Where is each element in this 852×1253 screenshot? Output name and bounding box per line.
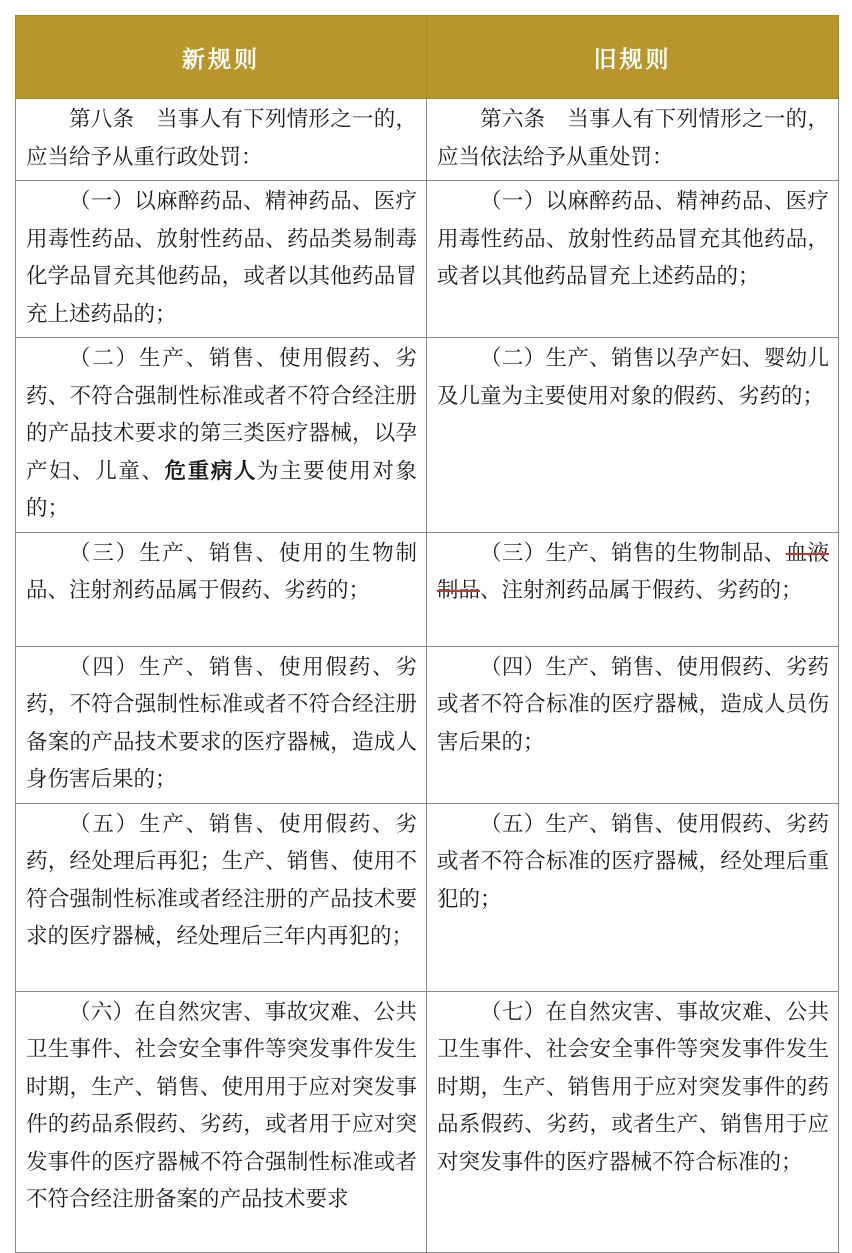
- table-row: [16, 338, 839, 533]
- new-rule-cell: 第八条 当事人有下列情形之一的，应当给予从重行政处罚：: [16, 99, 427, 181]
- table-row: [16, 532, 839, 646]
- old-rule-text: （三）生产、销售的生物制品、: [480, 540, 786, 566]
- old-rule-cell: 第六条 当事人有下列情形之一的，应当依法给予从重处罚：: [427, 99, 839, 181]
- table-row: [16, 803, 839, 991]
- new-rule-cell: （五）生产、销售、使用假药、劣药，经处理后再犯；生产、销售、使用不符合强制性标准或者经注册的产品技术要求的医疗器械，经处理后三年内再犯的；: [16, 803, 427, 991]
- table-row: [16, 991, 839, 1252]
- new-rule-cell: （三）生产、销售、使用的生物制品、注射剂药品属于假药、劣药的；: [16, 532, 427, 646]
- deleted-text: 血液制品: [437, 540, 829, 603]
- table-row: [16, 181, 839, 338]
- table-row: [16, 99, 839, 181]
- new-rule-cell: [16, 338, 427, 533]
- new-rule-text: 为主要使用对象的；: [26, 458, 417, 521]
- old-rule-cell: （五）生产、销售、使用假药、劣药或者不符合标准的医疗器械，经处理后重犯的；: [427, 803, 839, 991]
- old-rule-cell: [427, 532, 839, 646]
- new-rule-cell: （四）生产、销售、使用假药、劣药，不符合强制性标准或者不符合经注册备案的产品技术要求的医疗器械，造成人身伤害后果的；: [16, 646, 427, 803]
- table-row: [16, 646, 839, 803]
- header-row: [16, 16, 839, 99]
- old-rule-cell: （七）在自然灾害、事故灾难、公共卫生事件、社会安全事件等突发事件发生时期，生产、销售用于应对突发事件的药品系假药、劣药，或者生产、销售用于应对突发事件的医疗器械不符合标准的；: [427, 991, 839, 1252]
- old-rule-cell: （二）生产、销售以孕产妇、婴幼儿及儿童为主要使用对象的假药、劣药的；: [427, 338, 839, 533]
- new-rule-cell: （一）以麻醉药品、精神药品、医疗用毒性药品、放射性药品、药品类易制毒化学品冒充其他药品，或者以其他药品冒充上述药品的；: [16, 181, 427, 338]
- new-rule-cell: （六）在自然灾害、事故灾难、公共卫生事件、社会安全事件等突发事件发生时期，生产、销售、使用用于应对突发事件的药品系假药、劣药，或者用于应对突发事件的医疗器械不符合强制性标准或者不符合经注册备案的产品技术要求: [16, 991, 427, 1252]
- new-rule-header: 新规则: [16, 16, 427, 99]
- old-rule-text: 、注射剂药品属于假药、劣药的；: [480, 578, 803, 603]
- old-rule-header: 旧规则: [427, 16, 839, 99]
- rules-comparison-table: [15, 15, 839, 1253]
- old-rule-cell: （四）生产、销售、使用假药、劣药或者不符合标准的医疗器械，造成人员伤害后果的；: [427, 646, 839, 803]
- old-rule-cell: （一）以麻醉药品、精神药品、医疗用毒性药品、放射性药品冒充其他药品，或者以其他药品冒充上述药品的；: [427, 181, 839, 338]
- new-rule-text: （二）生产、销售、使用假药、劣药、不符合强制性标准或者不符合经注册的产品技术要求的第三类医疗器械，以孕产妇、儿童、: [26, 346, 417, 484]
- emphasized-text: 危重病人: [164, 458, 257, 484]
